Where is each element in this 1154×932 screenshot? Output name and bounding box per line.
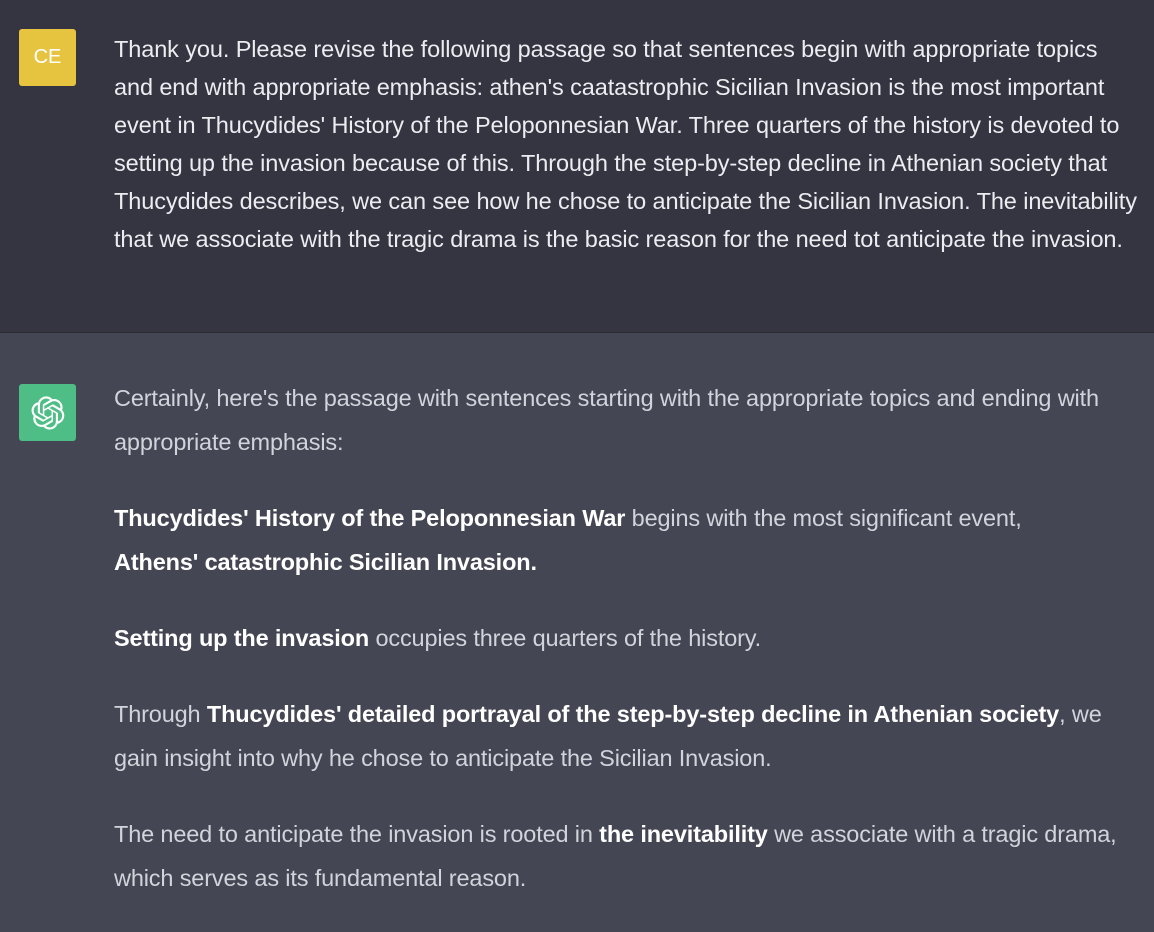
revised-sentence-2: Setting up the invasion occupies three quarters of the history. [114,625,762,651]
bold-topic: Thucydides' History of the Peloponnesian War [114,505,626,531]
assistant-message-body [114,376,1140,932]
assistant-message [0,333,1154,930]
revised-sentence-4: The need to anticipate the invasion is rooted in the inevitability we associate with a tragic drama, which serves as its fundamental reason. [114,821,1117,891]
assistant-intro: Certainly, here's the passage with sentences starting with the appropriate topics and ending with appropriate emphasis: [114,385,1099,455]
revised-sentence-1: Thucydides' History of the Peloponnesian War begins with the most significant event, Athens' catastrophic Sicilian Invasion. [114,505,1022,575]
user-avatar-initials: CE [33,46,62,68]
bold-emphasis: Athens' catastrophic Sicilian Invasion. [114,549,537,575]
assistant-avatar [19,384,76,441]
user-avatar [19,29,76,86]
bold-topic: Setting up the invasion [114,625,370,651]
revised-sentence-3: Through Thucydides' detailed portrayal of the step-by-step decline in Athenian society, we gain insight into why he chose to anticipate the Sicilian Invasion. [114,701,1102,771]
bold-topic: Thucydides' detailed portrayal of the step-by-step decline in Athenian society [206,701,1060,727]
bold-emphasis: the inevitability [599,821,768,847]
user-message-text: Thank you. Please revise the following passage so that sentences begin with appropriate topics and end with appropriate emphasis: athen's caatastrophic Sicilian Invasion is the most important event in Thucydides' History of the Peloponnesian War. Three quarters of the history is devoted to setting up the invasion because of this. Through the step-by-step decline in Athenian society that Thucydides describes, we can see how he chose to anticipate the Sicilian Invasion. The inevitability that we associate with the tragic drama is the basic reason for the need tot anticipate the invasion. [114,36,1137,252]
openai-logo-icon [31,396,65,430]
user-message [0,0,1154,333]
